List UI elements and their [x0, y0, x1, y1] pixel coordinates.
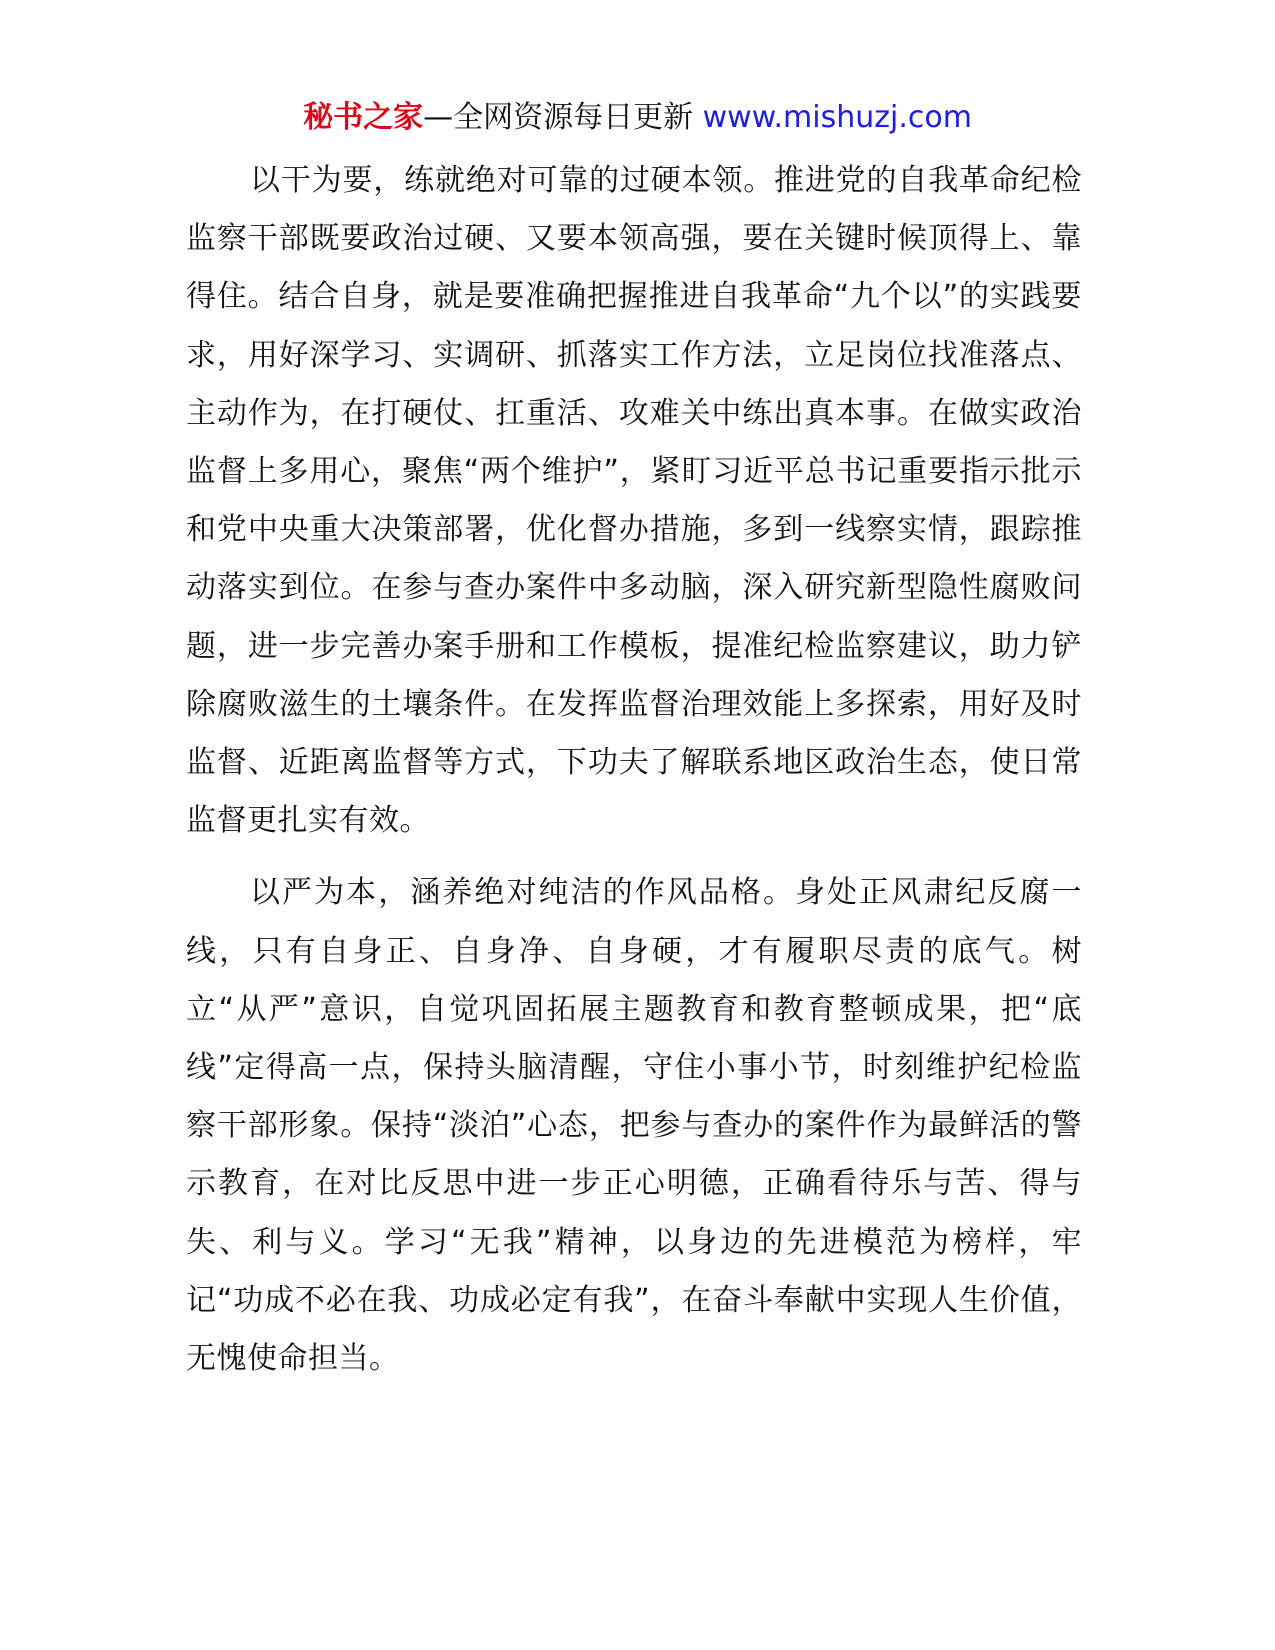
document-body — [186, 152, 1082, 1388]
paragraph-1: 以干为要，练就绝对可靠的过硬本领。推进党的自我革命纪检监察干部既要政治过硬、又要本领高强，要在关键时候顶得上、靠得住。结合自身，就是要准确把握推进自我革命“九个以”的实践要求，用好深学习、实调研、抓落实工作方法，立足岗位找准落点、主动作为，在打硬仗、扛重活、攻难关中练出真本事。在做实政治监督上多用心，聚焦“两个维护”，紧盯习近平总书记重要指示批示和党中央重大决策部署，优化督办措施，多到一线察实情，跟踪推动落实到位。在参与查办案件中多动脑，深入研究新型隐性腐败问题，进一步完善办案手册和工作模板，提准纪检监察建议，助力铲除腐败滋生的土壤条件。在发挥监督治理效能上多探索，用好及时监督、近距离监督等方式，下功夫了解联系地区政治生态，使日常监督更扎实有效。 — [186, 163, 1082, 839]
brand-name: 秘书之家 — [303, 100, 424, 135]
header-tagline: —全网资源每日更新 — [423, 100, 694, 135]
website-link[interactable]: www.mishuzj.com — [702, 100, 972, 135]
paragraph-2: 以严为本，涵养绝对纯洁的作风品格。身处正风肃纪反腐一线，只有自身正、自身净、自身硬，才有履职尽责的底气。树立“从严”意识，自觉巩固拓展主题教育和教育整顿成果，把“底线”定得高一点，保持头脑清醒，守住小事小节，时刻维护纪检监察干部形象。保持“淡泊”心态，把参与查办的案件作为最鲜活的警示教育，在对比反思中进一步正心明德，正确看待乐与苦、得与失、利与义。学习“无我”精神，以身边的先进模范为榜样，牢记“功成不必在我、功成必定有我”，在奋斗奉献中实现人生价值，无愧使命担当。 — [186, 875, 1082, 1377]
page-header — [0, 98, 1275, 138]
